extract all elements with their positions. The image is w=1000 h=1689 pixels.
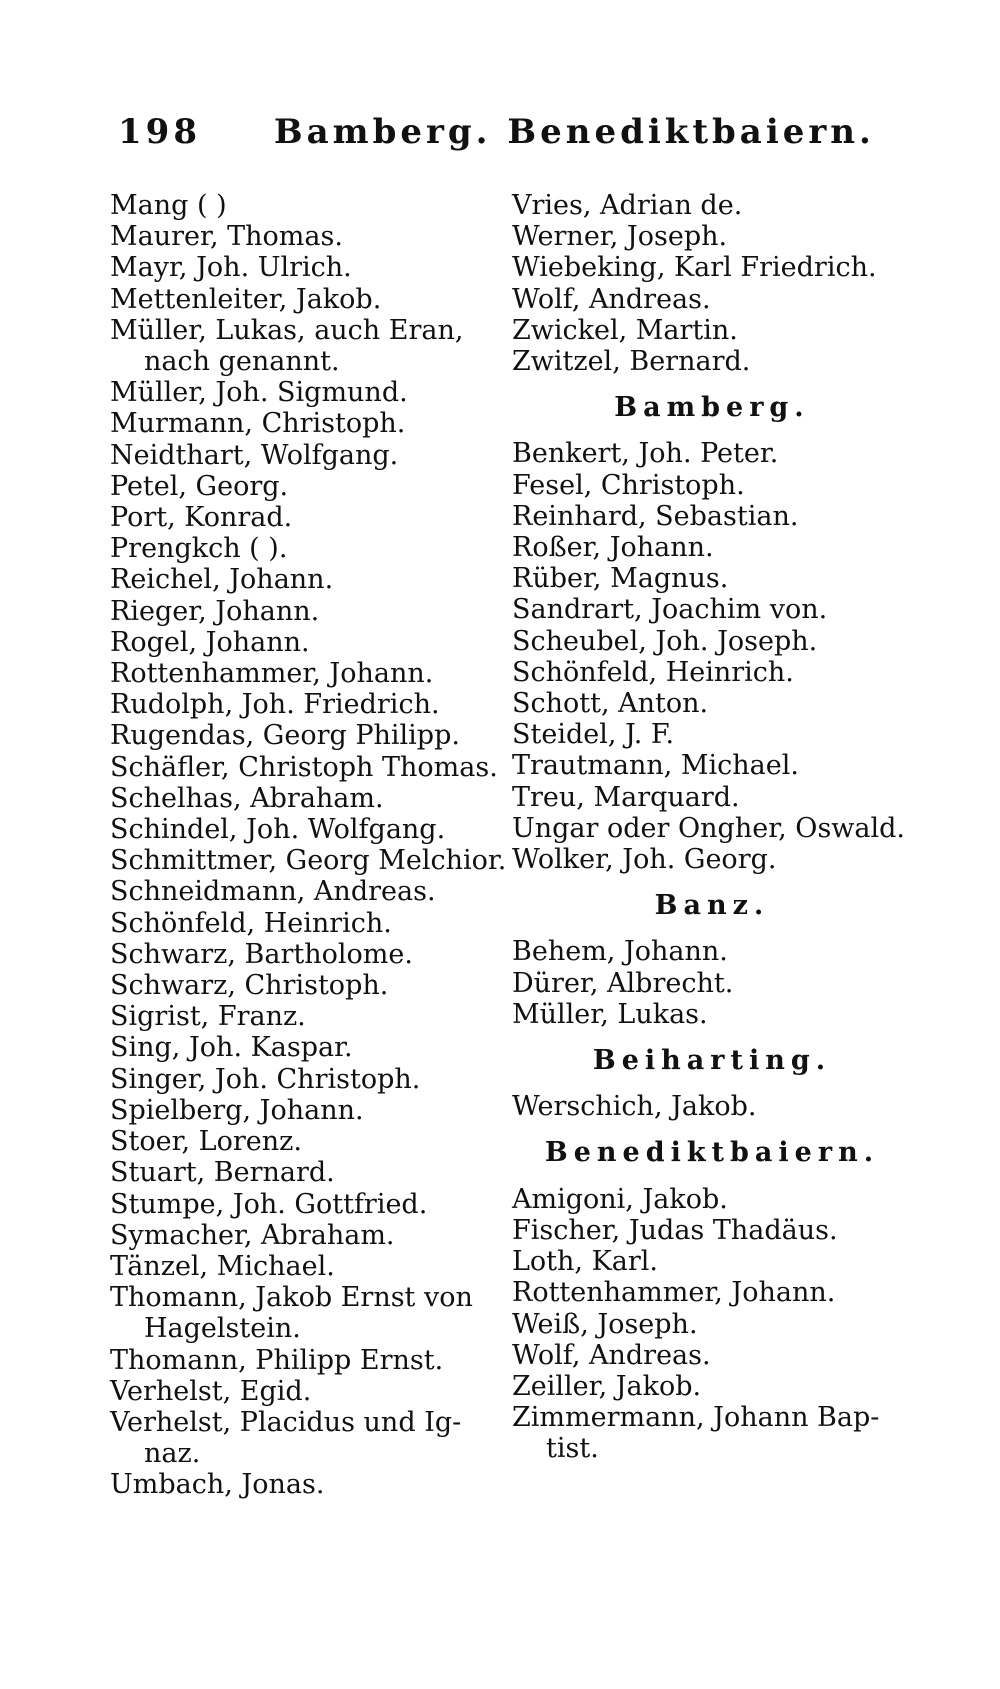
left-column <box>110 190 507 1501</box>
index-entry: Thomann, Philipp Ernst. <box>110 1344 444 1376</box>
index-entry: Petel, Georg. <box>110 470 289 502</box>
index-entry: Reinhard, Sebastian. <box>512 500 799 532</box>
index-entry: Amigoni, Jakob. <box>512 1183 728 1215</box>
index-entry: Rugendas, Georg Philipp. <box>110 720 460 752</box>
index-entry: Trautmann, Michael. <box>512 750 799 782</box>
index-entry: Zimmermann, Johann Bap- <box>512 1402 880 1434</box>
index-entry-continuation: nach genannt. <box>144 346 340 378</box>
index-entry: Mang ( ) <box>110 190 227 221</box>
index-entry: Müller, Lukas, auch Eran, <box>110 314 464 346</box>
index-entry: Spielberg, Johann. <box>110 1094 364 1126</box>
index-entry: Zwickel, Martin. <box>512 314 738 346</box>
index-entry: Wiebeking, Karl Friedrich. <box>512 252 877 284</box>
index-entry: Ungar oder Ongher, Oswald. <box>512 812 906 844</box>
index-entry: Loth, Karl. <box>512 1246 658 1278</box>
index-entry: Rogel, Johann. <box>110 626 310 658</box>
index-entry: Stuart, Bernard. <box>110 1157 335 1189</box>
index-entry: Müller, Lukas. <box>512 998 708 1030</box>
index-entry: Maurer, Thomas. <box>110 221 343 253</box>
index-entry: Behem, Johann. <box>512 936 728 968</box>
index-entry: Rudolph, Joh. Friedrich. <box>110 689 440 721</box>
index-entry: Fesel, Christoph. <box>512 469 745 501</box>
index-entry: Symacher, Abraham. <box>110 1219 395 1251</box>
index-entry: Zeiller, Jakob. <box>512 1370 702 1402</box>
index-entry: Verhelst, Placidus und Ig- <box>110 1406 462 1438</box>
index-entry: Vries, Adrian de. <box>512 190 743 221</box>
index-entry: Wolf, Andreas. <box>512 283 711 315</box>
index-entry: Prengkch ( ). <box>110 533 288 565</box>
index-entry: Port, Konrad. <box>110 502 293 534</box>
index-entry: Schönfeld, Heinrich. <box>512 656 794 688</box>
index-entry: Schönfeld, Heinrich. <box>110 907 392 939</box>
index-entry: Rüber, Magnus. <box>512 563 729 595</box>
right-column <box>512 190 912 1465</box>
index-entry: Murmann, Christoph. <box>110 408 406 440</box>
index-entry: Sing, Joh. Kaspar. <box>110 1032 353 1064</box>
index-entry: Weiß, Joseph. <box>512 1308 698 1340</box>
index-entry: Rottenhammer, Johann. <box>512 1277 836 1309</box>
index-entry: Schneidmann, Andreas. <box>110 876 436 908</box>
index-entry: Thomann, Jakob Ernst von <box>110 1282 473 1314</box>
index-entry: Schwarz, Christoph. <box>110 970 389 1002</box>
index-entry: Wolf, Andreas. <box>512 1339 711 1371</box>
index-entry: Fischer, Judas Thadäus. <box>512 1214 838 1246</box>
index-entry: Scheubel, Joh. Joseph. <box>512 625 818 657</box>
index-entry: Schott, Anton. <box>512 688 709 720</box>
index-entry: Benkert, Joh. Peter. <box>512 438 779 470</box>
index-entry: Schelhas, Abraham. <box>110 782 384 814</box>
index-entry: Schmittmer, Georg Melchior. <box>110 845 507 877</box>
index-entry-continuation: Hagelstein. <box>144 1313 301 1345</box>
index-entry: Mettenleiter, Jakob. <box>110 283 382 315</box>
index-entry: Rottenhammer, Johann. <box>110 658 434 690</box>
running-title: Bamberg. Benediktbaiern. <box>273 112 875 152</box>
index-entry: Treu, Marquard. <box>512 781 740 813</box>
index-entry: Rieger, Johann. <box>110 595 320 627</box>
index-entry: Zwitzel, Bernard. <box>512 346 751 378</box>
page-number: 198 <box>118 112 201 152</box>
index-entry: Schindel, Joh. Wolfgang. <box>110 814 446 846</box>
index-entry: Verhelst, Egid. <box>110 1375 312 1407</box>
index-entry: Reichel, Johann. <box>110 564 334 596</box>
page-header <box>118 112 878 152</box>
index-entry: Werner, Joseph. <box>512 221 728 253</box>
index-entry: Schäfler, Christoph Thomas. <box>110 751 498 783</box>
index-entry: Wolker, Joh. Georg. <box>512 844 777 876</box>
index-entry: Müller, Joh. Sigmund. <box>110 377 408 409</box>
index-entry: Roßer, Johann. <box>512 532 714 564</box>
index-entry: Mayr, Joh. Ulrich. <box>110 252 352 284</box>
index-entry: Stumpe, Joh. Gottfried. <box>110 1188 428 1220</box>
index-entry: Steidel, J. F. <box>512 719 675 751</box>
index-entry: Dürer, Albrecht. <box>512 967 734 999</box>
index-entry: Stoer, Lorenz. <box>110 1126 302 1158</box>
index-entry: Singer, Joh. Christoph. <box>110 1063 421 1095</box>
index-entry: Tänzel, Michael. <box>110 1250 335 1282</box>
section-heading-beiharting: Beiharting. <box>592 1045 832 1077</box>
section-heading-banz: Banz. <box>654 890 770 922</box>
section-heading-bamberg: Bamberg. <box>614 392 810 424</box>
index-entry: Neidthart, Wolfgang. <box>110 439 399 471</box>
index-entry: Schwarz, Bartholome. <box>110 938 413 970</box>
index-entry: Umbach, Jonas. <box>110 1469 325 1501</box>
index-entry-continuation: naz. <box>144 1438 201 1470</box>
index-entry: Werschich, Jakob. <box>512 1091 757 1123</box>
index-entry: Sandrart, Joachim von. <box>512 594 828 626</box>
index-entry-continuation: tist. <box>546 1433 599 1465</box>
section-heading-benediktbaiern: Benediktbaiern. <box>544 1137 880 1169</box>
index-entry: Sigrist, Franz. <box>110 1001 306 1033</box>
